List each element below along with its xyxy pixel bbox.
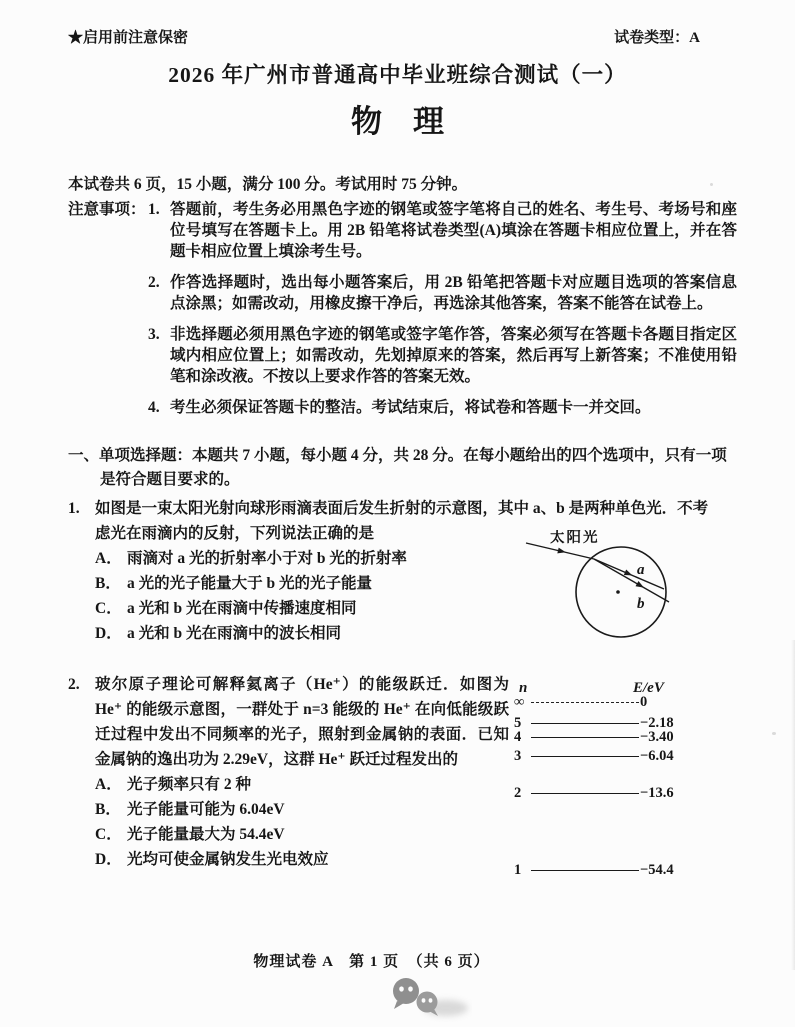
wechat-bubble-large	[393, 978, 419, 1009]
question-2	[68, 672, 737, 878]
note-number: 3.	[148, 326, 160, 343]
energy-level-diagram	[506, 676, 739, 876]
level-line	[531, 702, 639, 703]
level-n: 3	[514, 748, 522, 764]
ray-b-label: b	[637, 596, 645, 612]
level-energy: −13.6	[640, 785, 674, 801]
energy-level-infinity	[514, 695, 732, 709]
level-line	[531, 723, 639, 724]
level-energy: −6.04	[640, 748, 674, 764]
energy-level-3	[514, 749, 732, 763]
raindrop-refraction-figure	[506, 530, 741, 662]
question-body	[95, 672, 509, 872]
option-b	[95, 797, 509, 822]
level-line	[531, 793, 639, 794]
level-n: 1	[514, 862, 522, 878]
note-item	[148, 272, 737, 314]
level-line	[531, 756, 639, 757]
level-energy: −3.40	[640, 729, 674, 745]
option-text: 光子频率只有 2 种	[127, 776, 252, 793]
question-text-line2: 虑光在雨滴内的反射，下列说法正确的是	[95, 525, 375, 542]
scan-edge-shade	[791, 640, 795, 970]
energy-level-5	[514, 716, 732, 730]
option-text: 光子能量最大为 54.4eV	[127, 826, 285, 843]
exam-intro: 本试卷共 6 页，15 小题，满分 100 分。考试用时 75 分钟。	[68, 176, 468, 193]
ray-b-arrowhead-icon	[636, 581, 646, 590]
level-energy: −54.4	[640, 862, 674, 878]
option-label: A．	[95, 550, 122, 567]
option-text: 光均可使金属钠发生光电效应	[127, 851, 329, 868]
note-text: 作答选择题时，选出每小题答案后，用 2B 铅笔把答题卡对应题目选项的答案信息点涂黑；如需改动，用橡皮擦干净后，再选涂其他答案，答案不能答在试卷上。	[170, 274, 737, 312]
level-energy: −2.18	[640, 715, 674, 731]
exam-notes	[68, 199, 737, 428]
sunlight-label: 太阳光	[550, 530, 600, 546]
notes-label: 注意事项：	[68, 201, 146, 218]
note-item	[148, 324, 737, 387]
security-notice: ★启用前注意保密	[68, 30, 189, 46]
level-n: 5	[514, 715, 522, 731]
option-label: C．	[95, 600, 122, 617]
level-n: ∞	[514, 694, 525, 710]
note-text: 答题前，考生务必用黑色字迹的钢笔或签字笔将自己的姓名、考生号、考场号和座位号填写在答题卡上。用 2B 铅笔将试卷类型(A)填涂在答题卡相应位置上，并在答题卡相应位置上填涂考生号。	[170, 201, 737, 260]
level-n: 2	[514, 785, 522, 801]
level-energy: 0	[640, 694, 648, 710]
note-number: 4.	[148, 399, 160, 416]
level-n: 4	[514, 729, 522, 745]
note-text: 非选择题必须用黑色字迹的钢笔或签字笔作答，答案必须写在答题卡各题目指定区域内相应位置上；如需改动，先划掉原来的答案，然后再写上新答案；不准使用铅笔和涂改液。不按以上要求作答的答案无效。	[170, 326, 737, 385]
scan-speck	[772, 732, 776, 735]
option-a	[95, 772, 509, 797]
option-d	[95, 847, 509, 872]
note-item	[148, 199, 737, 262]
energy-level-2	[514, 786, 732, 800]
paper-title: 2026 年广州市普通高中毕业班综合测试（一）	[168, 63, 627, 87]
question-1	[68, 496, 737, 646]
ray-a-label: a	[637, 562, 645, 578]
sunlight-arrowhead-icon	[557, 548, 566, 556]
scan-speck	[710, 183, 713, 186]
energy-level-1	[514, 863, 732, 877]
level-line	[531, 870, 639, 871]
option-text: a 光和 b 光在雨滴中传播速度相同	[127, 600, 357, 617]
note-number: 1.	[148, 201, 160, 218]
question-number: 1.	[68, 500, 80, 517]
option-text: 光子能量可能为 6.04eV	[127, 801, 285, 818]
option-label: A．	[95, 776, 122, 793]
note-item	[148, 397, 737, 418]
paper-subject: 物 理	[351, 104, 444, 139]
note-text: 考生必须保证答题卡的整洁。考试结束后，将试卷和答题卡一并交回。	[170, 399, 651, 416]
section-1-heading: 一、单项选择题：本题共 7 小题，每小题 4 分，共 28 分。在每小题给出的四个选项中，只有一项是符合题目要求的。	[68, 447, 727, 488]
option-text: a 光的光子能量大于 b 光的光子能量	[127, 575, 372, 592]
option-label: D．	[95, 851, 122, 868]
option-c	[95, 822, 509, 847]
energy-level-4	[514, 730, 732, 744]
level-line	[531, 737, 639, 738]
question-text: 玻尔原子理论可解释氦离子（He⁺）的能级跃迁．如图为 He⁺ 的能级示意图，一群处于 n=3 能级的 He⁺ 在向低能级跃迁过程中发出不同频率的光子，照射到金属钠的表面．已知金属钠的逸出功为 2.29eV，这群 He⁺ 跃迁过程发出的	[95, 676, 509, 768]
question-text-line1: 如图是一束太阳光射向球形雨滴表面后发生折射的示意图，其中 a、b 是两种单色光．不考	[95, 500, 709, 517]
wechat-watermark-icon	[386, 976, 472, 1022]
option-label: B．	[95, 801, 121, 818]
raindrop-center-dot	[616, 590, 620, 594]
note-number: 2.	[148, 274, 160, 291]
page-footer: 物理试卷 A 第 1 页 （共 6 页）	[253, 954, 490, 970]
axis-n-label: n	[519, 680, 528, 696]
option-label: B．	[95, 575, 121, 592]
option-label: D．	[95, 625, 122, 642]
notes-list	[148, 199, 737, 428]
option-label: C．	[95, 826, 122, 843]
option-text: a 光和 b 光在雨滴中的波长相同	[127, 625, 341, 642]
option-text: 雨滴对 a 光的折射率小于对 b 光的折射率	[127, 550, 407, 567]
paper-type-label: 试卷类型：A	[614, 30, 700, 46]
wechat-bubble-small	[417, 992, 439, 1017]
question-number: 2.	[68, 676, 80, 693]
axis-e-label: E/eV	[633, 680, 664, 696]
page-header	[68, 26, 700, 47]
